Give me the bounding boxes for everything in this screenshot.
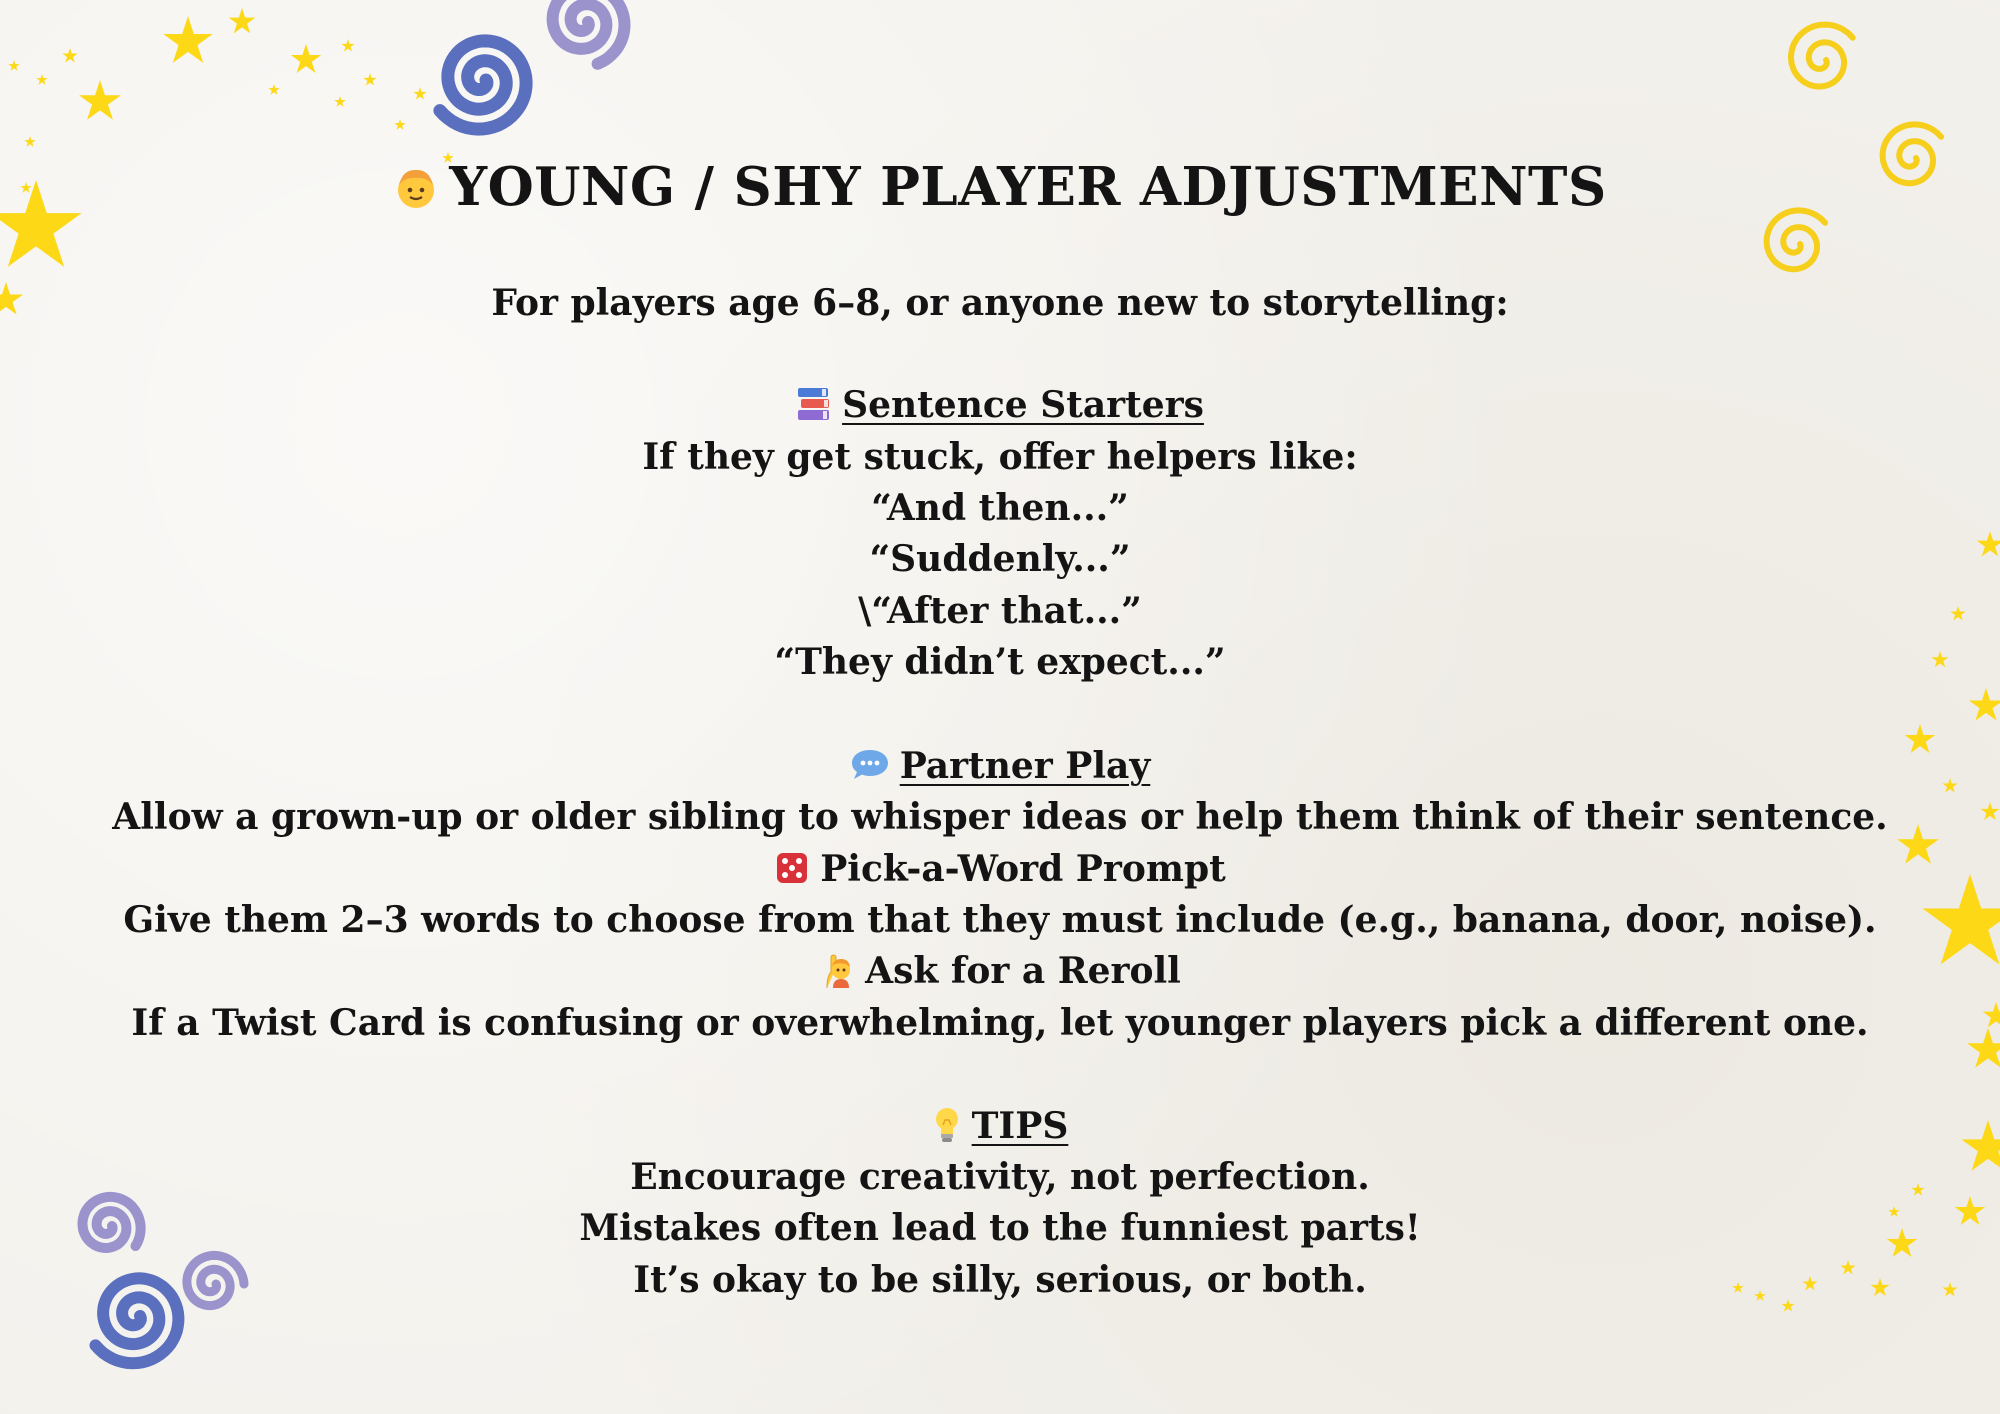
tips-title: TIPS (971, 1105, 1069, 1147)
pick-a-word-body: Give them 2–3 words to choose from that they must include (e.g., banana, door, noise). (123, 899, 1877, 941)
sentence-starter-item: “They didn’t expect...” (774, 641, 1226, 683)
speech-bubble-icon (850, 747, 890, 783)
page-title-text: YOUNG / SHY PLAYER ADJUSTMENTS (449, 156, 1607, 218)
sentence-starter-item: “Suddenly...” (869, 538, 1131, 580)
intro-text: For players age 6–8, or anyone new to storytelling: (491, 282, 1509, 324)
child-face-icon (393, 165, 439, 211)
pick-a-word-title: Pick-a-Word Prompt (820, 848, 1226, 890)
sentence-starters-lead: If they get stuck, offer helpers like: (642, 436, 1358, 478)
partner-play-title: Partner Play (899, 745, 1151, 787)
tip-item: It’s okay to be silly, serious, or both. (633, 1259, 1367, 1301)
reroll-title: Ask for a Reroll (865, 950, 1181, 992)
partner-play-heading (0, 741, 2000, 791)
reroll-body: If a Twist Card is confusing or overwhelming, let younger players pick a different one. (131, 1002, 1869, 1044)
sentence-starter-item: “And then...” (871, 487, 1129, 529)
sentence-starters-title: Sentence Starters (842, 384, 1204, 426)
pick-a-word-heading (0, 844, 2000, 894)
lightbulb-icon (932, 1105, 962, 1145)
page-title (0, 152, 2000, 222)
raised-hand-icon (819, 950, 855, 990)
dice-icon (774, 850, 810, 886)
tip-item: Encourage creativity, not perfection. (630, 1156, 1370, 1198)
tip-item: Mistakes often lead to the funniest parts! (579, 1207, 1421, 1249)
reroll-heading (0, 946, 2000, 996)
sentence-starters-heading (0, 380, 2000, 430)
sentence-starter-item: \“After that...” (858, 590, 1142, 632)
books-icon (796, 385, 832, 423)
tips-heading (0, 1101, 2000, 1151)
partner-play-body: Allow a grown-up or older sibling to whisper ideas or help them think of their sentence. (112, 796, 1888, 838)
